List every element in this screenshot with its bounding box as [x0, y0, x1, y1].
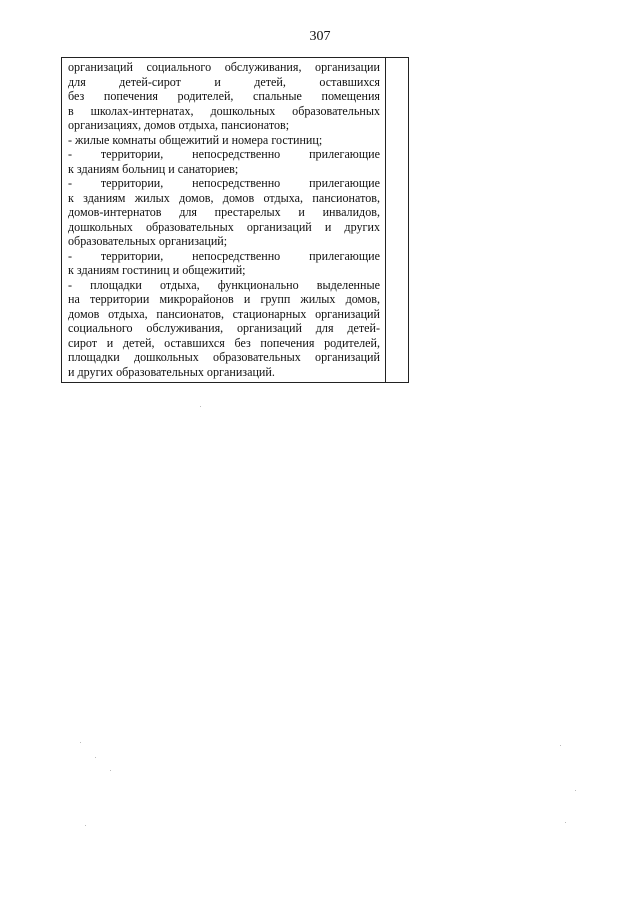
scan-speck — [565, 822, 566, 823]
scan-speck — [560, 745, 561, 746]
table-text-line: в школах-интернатах, дошкольных образовательных — [68, 103, 380, 118]
table-text-line: социального обслуживания, организаций для детей- — [68, 321, 380, 335]
scan-speck — [575, 790, 576, 791]
table-text-line: - территории, непосредственно прилегающие — [68, 176, 380, 190]
scan-speck — [200, 406, 201, 407]
table-text-line: для детей-сирот и детей, оставшихся — [68, 74, 380, 89]
table-cell-empty — [386, 58, 408, 382]
table-text-line: домов-интернатов для престарелых и инвалидов, — [68, 205, 380, 219]
table-text-line: - площадки отдыха, функционально выделенные — [68, 277, 380, 292]
scan-speck — [85, 825, 86, 826]
table-cell-description — [62, 58, 386, 382]
scan-speck — [95, 757, 96, 758]
table-text-line: к зданиям больниц и санаториев; — [68, 161, 239, 176]
table-text-line: площадки дошкольных образовательных организаций — [68, 350, 380, 364]
table-text-line: сирот и детей, оставшихся без попечения родителей, — [68, 335, 380, 350]
table-text-line: организациях, домов отдыха, пансионатов; — [68, 118, 290, 132]
table-text-line: образовательных организаций; — [68, 234, 228, 248]
table-text-line: - территории, непосредственно прилегающие — [68, 147, 380, 161]
table-text-line: к зданиям жилых домов, домов отдыха, пансионатов, — [68, 190, 380, 205]
table-text-line: - территории, непосредственно прилегающие — [68, 248, 380, 263]
table-text-line: домов отдыха, пансионатов, стационарных организаций — [68, 306, 380, 321]
table-text-line: на территории микрорайонов и групп жилых домов, — [68, 292, 380, 306]
table-text-line: без попечения родителей, спальные помещения — [68, 89, 380, 103]
scan-speck — [110, 770, 111, 771]
table-text-line: дошкольных образовательных организаций и других — [68, 219, 380, 234]
scan-speck — [80, 742, 81, 743]
document-table — [61, 57, 409, 383]
table-text-line: к зданиям гостиниц и общежитий; — [68, 263, 246, 277]
page-number: 307 — [309, 29, 331, 44]
table-text-line: организаций социального обслуживания, организации — [68, 60, 380, 74]
table-text-line: - жилые комнаты общежитий и номера гостиниц; — [68, 132, 323, 147]
table-text-line: и других образовательных организаций. — [68, 364, 275, 379]
